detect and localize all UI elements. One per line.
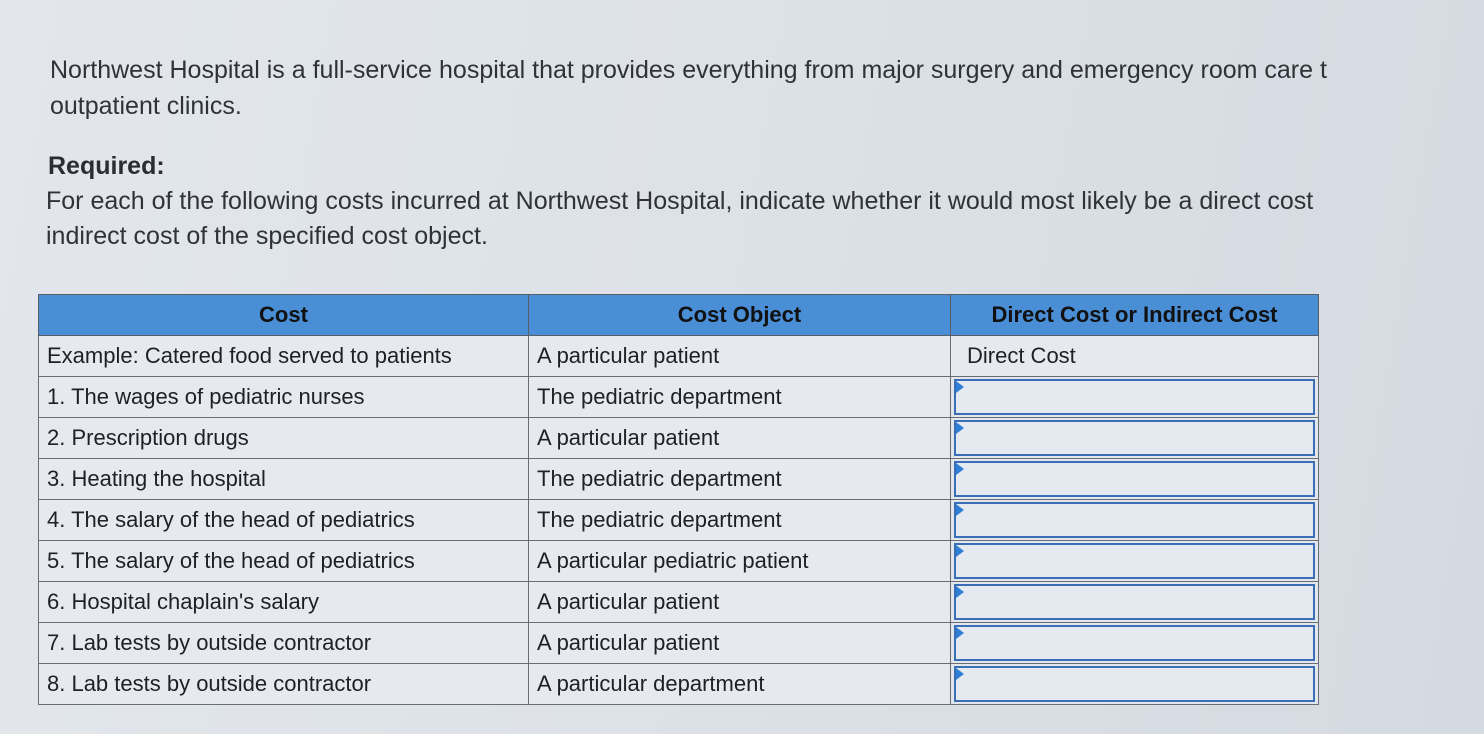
answer-dropdown-7[interactable] [954, 625, 1315, 661]
answer-cell [951, 541, 1319, 582]
answer-dropdown-2[interactable] [954, 420, 1315, 456]
answer-cell [951, 664, 1319, 705]
cost-cell: Example: Catered food served to patients [39, 336, 529, 377]
field-corner-marker [956, 463, 964, 475]
table-row-example [39, 336, 1319, 377]
example-answer: Direct Cost [967, 343, 1076, 368]
answer-cell [951, 623, 1319, 664]
answer-dropdown-4[interactable] [954, 502, 1315, 538]
required-line-1: For each of the following costs incurred at Northwest Hospital, indicate whether it would most likely be a direct cost [46, 187, 1314, 215]
table-row [39, 459, 1319, 500]
required-heading: Required: [48, 152, 165, 180]
required-line-2: indirect cost of the specified cost object. [46, 222, 488, 250]
table-row [39, 418, 1319, 459]
field-corner-marker [956, 381, 964, 393]
answer-dropdown-1[interactable] [954, 379, 1315, 415]
table-row [39, 377, 1319, 418]
cost-cell: 3. Heating the hospital [39, 459, 529, 500]
table-row [39, 623, 1319, 664]
table-header-row [39, 295, 1319, 336]
answer-cell [951, 500, 1319, 541]
cost-cell: 4. The salary of the head of pediatrics [39, 500, 529, 541]
cost-cell: 1. The wages of pediatric nurses [39, 377, 529, 418]
field-corner-marker [956, 627, 964, 639]
cost-object-cell: The pediatric department [529, 377, 951, 418]
cost-object-cell: A particular department [529, 664, 951, 705]
table-row [39, 664, 1319, 705]
answer-cell [951, 459, 1319, 500]
field-corner-marker [956, 668, 964, 680]
cost-cell: 6. Hospital chaplain's salary [39, 582, 529, 623]
table-row [39, 582, 1319, 623]
cost-classification-table [38, 294, 1319, 705]
answer-dropdown-6[interactable] [954, 584, 1315, 620]
cost-cell: 8. Lab tests by outside contractor [39, 664, 529, 705]
field-corner-marker [956, 586, 964, 598]
answer-cell-static [951, 336, 1319, 377]
required-instructions [46, 184, 1484, 254]
cost-object-cell: The pediatric department [529, 459, 951, 500]
cost-cell: 2. Prescription drugs [39, 418, 529, 459]
header-direct-or-indirect: Direct Cost or Indirect Cost [951, 295, 1319, 336]
table-row [39, 541, 1319, 582]
answer-cell [951, 582, 1319, 623]
field-corner-marker [956, 504, 964, 516]
cost-object-cell: The pediatric department [529, 500, 951, 541]
answer-cell [951, 377, 1319, 418]
cost-cell: 5. The salary of the head of pediatrics [39, 541, 529, 582]
cost-object-cell: A particular patient [529, 336, 951, 377]
header-cost-object: Cost Object [529, 295, 951, 336]
field-corner-marker [956, 545, 964, 557]
intro-line-2: outpatient clinics. [50, 92, 242, 120]
cost-object-cell: A particular pediatric patient [529, 541, 951, 582]
header-cost: Cost [39, 295, 529, 336]
answer-cell [951, 418, 1319, 459]
intro-line-1: Northwest Hospital is a full-service hospital that provides everything from major surgery and emergency room care t [50, 56, 1327, 84]
cost-object-cell: A particular patient [529, 582, 951, 623]
cost-object-cell: A particular patient [529, 418, 951, 459]
table-row [39, 500, 1319, 541]
answer-dropdown-8[interactable] [954, 666, 1315, 702]
answer-dropdown-5[interactable] [954, 543, 1315, 579]
answer-dropdown-3[interactable] [954, 461, 1315, 497]
cost-cell: 7. Lab tests by outside contractor [39, 623, 529, 664]
field-corner-marker [956, 422, 964, 434]
cost-object-cell: A particular patient [529, 623, 951, 664]
intro-text [50, 52, 1484, 124]
